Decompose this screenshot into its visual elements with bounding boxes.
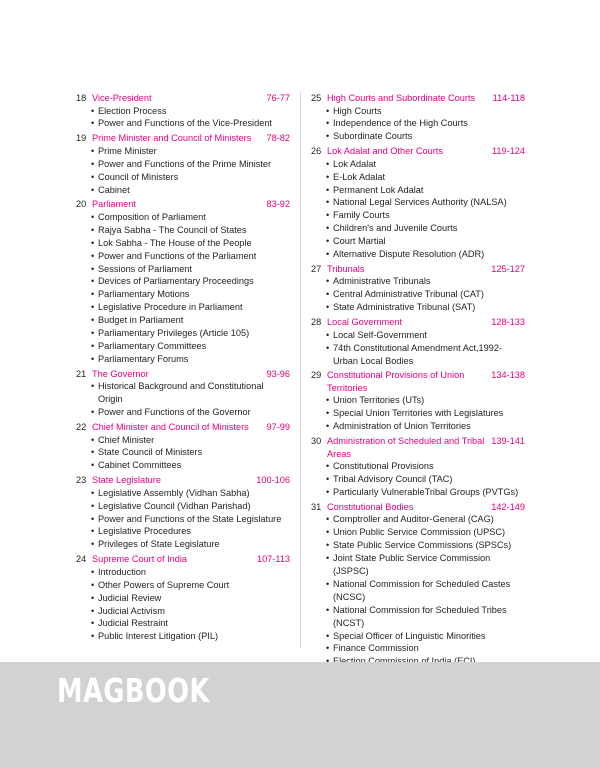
topic-item [92,434,290,447]
bullet-icon: • [91,513,95,524]
bullet-icon: • [326,514,330,525]
topic-text: Constitutional Provisions [333,461,434,472]
topic-item [327,342,525,368]
topic-text: Parliamentary Motions [98,289,190,300]
chapter-entry [311,435,525,499]
topic-text: E-Lok Adalat [333,171,386,182]
topic-text: Other Powers of Supreme Court [98,579,230,590]
topic-item [92,353,290,366]
bullet-icon: • [91,487,95,498]
topic-item [92,513,290,526]
topic-item [92,288,290,301]
chapter-heading [311,435,525,460]
chapter-entry [76,474,290,551]
topic-text: National Commission for Scheduled Castes (NCSC) [333,578,511,602]
topic-item [92,105,290,118]
chapter-title: Prime Minister and Council of Ministers [92,133,252,144]
topic-item [327,407,525,420]
chapter-heading [311,316,525,329]
chapter-entry [311,369,525,433]
chapter-title: Tribunals [327,263,365,274]
topic-text: Cabinet [98,184,130,195]
bullet-icon: • [326,171,330,182]
topic-text: Lok Adalat [333,158,376,169]
bullet-icon: • [91,447,95,458]
bullet-icon: • [91,434,95,445]
topic-list [76,566,290,643]
bullet-icon: • [91,171,95,182]
bullet-icon: • [326,553,330,564]
chapter-number: 19 [76,133,87,144]
topic-text: Legislative Procedure in Parliament [98,302,243,313]
topic-item [327,130,525,143]
chapter-heading [76,198,290,211]
chapter-title: Administration of Scheduled and Tribal Areas [327,436,485,459]
topic-text: Permanent Lok Adalat [333,184,424,195]
topic-item [327,578,525,604]
chapter-title: Vice-President [92,93,152,103]
topic-text: Legislative Assembly (Vidhan Sabha) [98,487,250,498]
bullet-icon: • [326,158,330,169]
bullet-icon: • [91,539,95,550]
topic-text: Budget in Parliament [98,315,184,326]
topic-item [327,235,525,248]
topic-text: Power and Functions of the Parliament [98,250,257,261]
topic-text: Historical Background and Constitutional Origin [98,381,264,405]
topic-text: Public Interest Litigation (PIL) [98,631,219,642]
chapter-entry [76,92,290,130]
chapter-page-range: 83-92 [266,199,290,210]
topic-text: Family Courts [333,210,390,221]
topic-item [327,552,525,578]
topic-text: Court Martial [333,236,386,247]
chapter-number: 20 [76,199,87,210]
topic-item [327,460,525,473]
topic-item [92,630,290,643]
topic-item [327,105,525,118]
topic-item [92,327,290,340]
chapter-page-range: 134-138 [491,370,525,381]
bullet-icon: • [91,460,95,471]
chapter-title: Constitutional Bodies [327,501,414,512]
topic-text: Composition of Parliament [98,211,206,222]
chapter-entry [76,198,290,365]
bullet-icon: • [326,184,330,195]
bullet-icon: • [326,236,330,247]
chapter-title: Supreme Court of India [92,554,187,565]
bullet-icon: • [91,605,95,616]
chapter-heading [311,145,525,158]
contents-left-column [76,92,290,645]
bullet-icon: • [91,289,95,300]
chapter-title: High Courts and Subordinate Courts [327,93,476,103]
bullet-icon: • [326,461,330,472]
chapter-entry [76,368,290,419]
topic-item [327,248,525,261]
topic-item [92,314,290,327]
chapter-page-range: 97-99 [266,422,290,433]
chapter-entry [311,501,525,668]
topic-item [92,275,290,288]
topic-text: Election Process [98,105,167,116]
topic-text: Judicial Review [98,592,162,603]
topic-item [92,406,290,419]
topic-text: Council of Ministers [98,171,179,182]
topic-text: Cabinet Committees [98,460,182,471]
bullet-icon: • [326,249,330,260]
bullet-icon: • [91,407,95,418]
chapter-heading [76,553,290,566]
chapter-entry [76,132,290,196]
bullet-icon: • [326,342,330,353]
chapter-entry [311,145,525,261]
chapter-heading [76,92,290,105]
topic-item [92,538,290,551]
chapter-number: 23 [76,475,87,486]
chapter-title: State Legislature [92,475,161,486]
bullet-icon: • [326,329,330,340]
chapter-title: The Governor [92,368,149,379]
topic-list [311,329,525,368]
chapter-page-range: 142-149 [491,501,525,512]
topic-item [92,592,290,605]
topic-text: Chief Minister [98,434,155,445]
topic-text: Tribal Advisory Council (TAC) [333,474,453,485]
bullet-icon: • [326,131,330,142]
bullet-icon: • [91,631,95,642]
topic-text: Power and Functions of the Vice-President [98,118,272,129]
bullet-icon: • [91,341,95,351]
chapter-heading [311,501,525,514]
topic-text: Devices of Parliamentary Proceedings [98,276,254,287]
bullet-icon: • [91,158,95,169]
bullet-icon: • [326,105,330,116]
topic-text: Special Union Territories with Legislatures [333,408,504,419]
bullet-icon: • [91,118,95,129]
bullet-icon: • [326,474,330,485]
chapter-entry [311,92,525,143]
topic-list [76,380,290,419]
topic-item [327,394,525,407]
chapter-page-range: 78-82 [266,133,290,144]
topic-list [76,145,290,197]
topic-item [327,539,525,552]
topic-list [311,513,525,668]
topic-list [311,394,525,433]
bullet-icon: • [326,302,330,313]
topic-item [92,617,290,630]
topic-text: Central Administrative Tribunal (CAT) [333,289,484,300]
chapter-page-range: 93-96 [266,368,290,379]
topic-item [327,209,525,222]
topic-item [327,171,525,184]
bullet-icon: • [326,289,330,300]
topic-item [92,605,290,618]
chapter-number: 27 [311,263,322,274]
topic-text: Administration of Union Territories [333,421,471,432]
chapter-number: 30 [311,436,322,447]
chapter-title: Constitutional Provisions of Union Territories [327,370,465,393]
topic-text: State Administrative Tribunal (SAT) [333,302,476,313]
topic-item [327,486,525,499]
topic-item [327,630,525,643]
topic-text: Parliamentary Privileges (Article 105) [98,328,250,339]
bullet-icon: • [91,145,95,156]
topic-text: Power and Functions of the Prime Minister [98,158,272,169]
bullet-icon: • [91,579,95,590]
chapter-page-range: 119-124 [491,146,525,157]
bullet-icon: • [326,395,330,406]
chapter-title: Local Government [327,317,403,328]
chapter-page-range: 107-113 [256,554,290,565]
chapter-page-range: 114-118 [492,93,525,103]
topic-item [92,566,290,579]
chapter-entry [311,316,525,367]
topic-item [327,604,525,630]
topic-item [92,380,290,406]
topic-text: Lok Sabha - The House of the People [98,237,252,248]
topic-text: Rajya Sabha - The Council of States [98,224,247,235]
bullet-icon: • [91,315,95,326]
topic-item [327,222,525,235]
topic-item [92,211,290,224]
chapter-number: 28 [311,317,322,328]
topic-item [92,487,290,500]
topic-text: Subordinate Courts [333,131,413,142]
chapter-number: 21 [76,368,87,379]
chapter-entry [76,421,290,472]
chapter-page-range: 76-77 [266,93,290,103]
topic-item [92,184,290,197]
topic-item [327,513,525,526]
topic-text: Privileges of State Legislature [98,539,220,550]
bullet-icon: • [91,276,95,287]
bullet-icon: • [91,184,95,195]
topic-item [327,158,525,171]
topic-item [327,301,525,314]
bullet-icon: • [326,630,330,641]
bullet-icon: • [326,486,330,497]
topic-item [92,158,290,171]
topic-text: Sessions of Parliament [98,263,192,274]
chapter-page-range: 125-127 [491,263,525,274]
contents-right-column [311,92,525,670]
topic-item [327,184,525,197]
topic-list [76,105,290,131]
topic-item [92,579,290,592]
topic-list [311,158,525,261]
topic-item [92,250,290,263]
chapter-number: 29 [311,370,322,381]
chapter-number: 18 [76,93,87,103]
chapter-number: 26 [311,146,322,157]
topic-item [92,224,290,237]
topic-item [327,473,525,486]
topic-item [327,275,525,288]
topic-item [327,329,525,342]
bullet-icon: • [326,223,330,234]
topic-item [92,263,290,276]
chapter-entry [76,553,290,643]
chapter-heading [76,421,290,434]
bullet-icon: • [91,500,95,511]
bullet-icon: • [91,250,95,261]
chapter-title: Lok Adalat and Other Courts [327,146,443,157]
topic-text: Comptroller and Auditor-General (CAG) [333,514,494,525]
bullet-icon: • [326,578,330,589]
topic-text: Finance Commission [333,643,419,654]
topic-list [76,487,290,552]
topic-text: Special Officer of Linguistic Minorities [333,630,486,641]
bullet-icon: • [91,618,95,629]
bullet-icon: • [326,210,330,221]
topic-item [92,301,290,314]
topic-item [327,526,525,539]
bullet-icon: • [326,421,330,432]
bullet-icon: • [91,302,95,313]
chapter-title: Chief Minister and Council of Ministers [92,422,249,433]
chapter-page-range: 100-106 [256,475,290,486]
bullet-icon: • [91,592,95,603]
bullet-icon: • [91,224,95,235]
topic-text: Legislative Procedures [98,526,191,537]
chapter-entry [311,263,525,314]
bullet-icon: • [91,526,95,537]
topic-text: 74th Constitutional Amendment Act,1992- Urban Local Bodies [333,342,503,366]
topic-text: Children's and Juvenile Courts [333,223,458,234]
chapter-heading [76,368,290,381]
topic-text: National Commission for Scheduled Tribes (NCST) [333,604,507,628]
topic-text: Independence of the High Courts [333,118,468,129]
topic-text: Joint State Public Service Commission (JSPSC) [333,553,491,576]
topic-text: State Public Service Commissions (SPSCs) [333,540,512,551]
topic-text: Prime Minister [98,145,157,156]
bullet-icon: • [91,105,95,116]
topic-text: Power and Functions of the Governor [98,407,251,418]
chapter-page-range: 139-141 [491,436,525,447]
chapter-heading [76,132,290,145]
bullet-icon: • [91,566,95,577]
topic-item [92,171,290,184]
topic-item [92,500,290,513]
topic-text: Legislative Council (Vidhan Parishad) [98,500,251,511]
bullet-icon: • [91,381,95,392]
bullet-icon: • [326,604,330,615]
topic-text: Introduction [98,566,147,577]
topic-item [327,196,525,209]
chapter-heading [311,92,525,105]
topic-text: Particularly VulnerableTribal Groups (PVTGs) [333,486,519,497]
bullet-icon: • [326,118,330,129]
topic-text: Parliamentary Committees [98,341,207,351]
topic-text: Judicial Activism [98,605,165,616]
topic-text: Union Public Service Commission (UPSC) [333,527,506,538]
topic-item [327,117,525,130]
bullet-icon: • [326,408,330,419]
bullet-icon: • [326,643,330,654]
topic-text: Power and Functions of the State Legislature [98,513,282,524]
topic-item [92,459,290,472]
bullet-icon: • [326,540,330,551]
chapter-page-range: 128-133 [491,317,525,328]
topic-text: Local Self-Government [333,329,427,340]
chapter-heading [76,474,290,487]
topic-list [311,105,525,144]
topic-item [92,237,290,250]
chapter-number: 25 [311,93,322,103]
topic-list [76,434,290,473]
column-divider [300,92,301,648]
topic-item [327,420,525,433]
bullet-icon: • [91,237,95,248]
bullet-icon: • [91,211,95,222]
topic-list [76,211,290,366]
topic-item [92,340,290,353]
topic-item [327,642,525,655]
topic-list [311,460,525,499]
chapter-number: 31 [311,501,322,512]
topic-text: Parliamentary Forums [98,353,189,364]
topic-text: Judicial Restraint [98,618,168,629]
topic-item [92,446,290,459]
bullet-icon: • [91,263,95,274]
topic-text: Alternative Dispute Resolution (ADR) [333,249,485,260]
bullet-icon: • [326,276,330,287]
chapter-heading [311,369,525,394]
magbook-logo: MAGBOOK [57,671,210,710]
chapter-number: 24 [76,554,87,565]
topic-text: State Council of Ministers [98,447,203,458]
bullet-icon: • [91,328,95,339]
topic-text: Union Territories (UTs) [333,395,425,406]
bullet-icon: • [91,353,95,364]
chapter-title: Parliament [92,199,136,210]
topic-list [311,275,525,314]
topic-text: High Courts [333,105,382,116]
chapter-number: 22 [76,422,87,433]
topic-item [327,288,525,301]
topic-item [92,145,290,158]
bullet-icon: • [326,197,330,208]
topic-item [92,117,290,130]
topic-item [92,525,290,538]
topic-text: Administrative Tribunals [333,276,431,287]
bullet-icon: • [326,527,330,538]
topic-text: National Legal Services Authority (NALSA) [333,197,507,208]
chapter-heading [311,263,525,276]
